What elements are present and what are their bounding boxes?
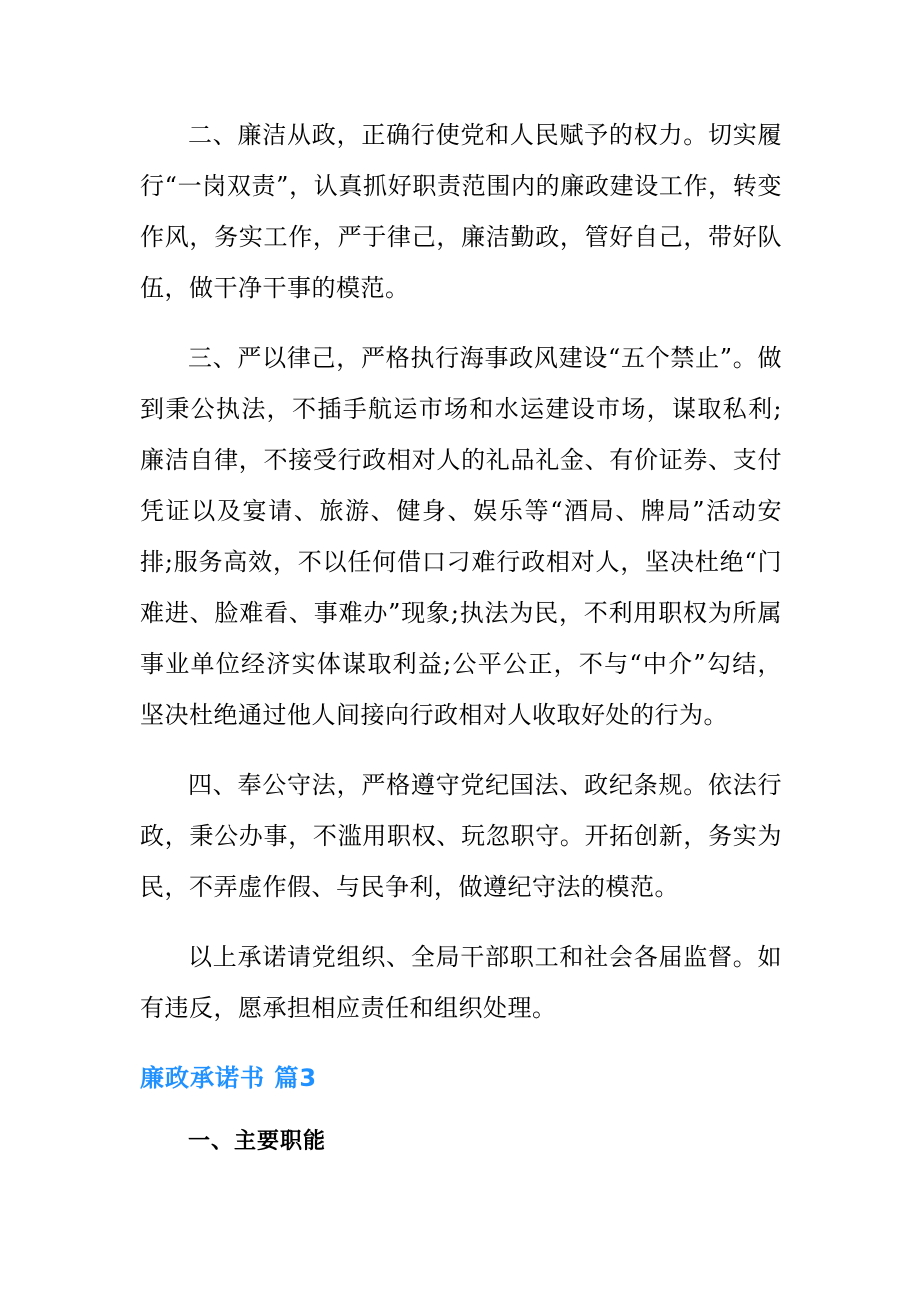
closing-paragraph: 以上承诺请党组织、全局干部职工和社会各届监督。如有违反，愿承担相应责任和组织处理。 — [140, 943, 782, 1022]
paragraph-2: 二、廉洁从政，正确行使党和人民赋予的权力。切实履行“一岗双责”，认真抓好职责范围内的廉政建设工作，转变作风，务实工作，严于律己，廉洁勤政，管好自己，带好队伍，做干净干事的模范。 — [140, 121, 782, 302]
document-body — [140, 110, 782, 1162]
paragraph-4: 四、奉公守法，严格遵守党纪国法、政纪条规。依法行政，秉公办事，不滥用职权、玩忽职守。开拓创新，务实为民，不弄虚作假、与民争利，做遵纪守法的模范。 — [140, 771, 782, 901]
paragraph-3: 三、严以律己，严格执行海事政风建设“五个禁止”。做到秉公执法，不插手航运市场和水运建设市场，谋取私利;廉洁自律，不接受行政相对人的礼品礼金、有价证券、支付凭证以及宴请、旅游、健身、娱乐等“酒局、牌局”活动安排;服务高效，不以任何借口刁难行政相对人，坚决杜绝“门难进、脸难看、事难办”现象;执法为民，不利用职权为所属事业单位经济实体谋取利益;公平公正，不与“中介”勾结，坚决杜绝通过他人间接向行政相对人收取好处的行为。 — [140, 344, 782, 729]
section-heading: 廉政承诺书 篇3 — [140, 1064, 318, 1092]
subsection-heading: 一、主要职能 — [188, 1129, 327, 1154]
